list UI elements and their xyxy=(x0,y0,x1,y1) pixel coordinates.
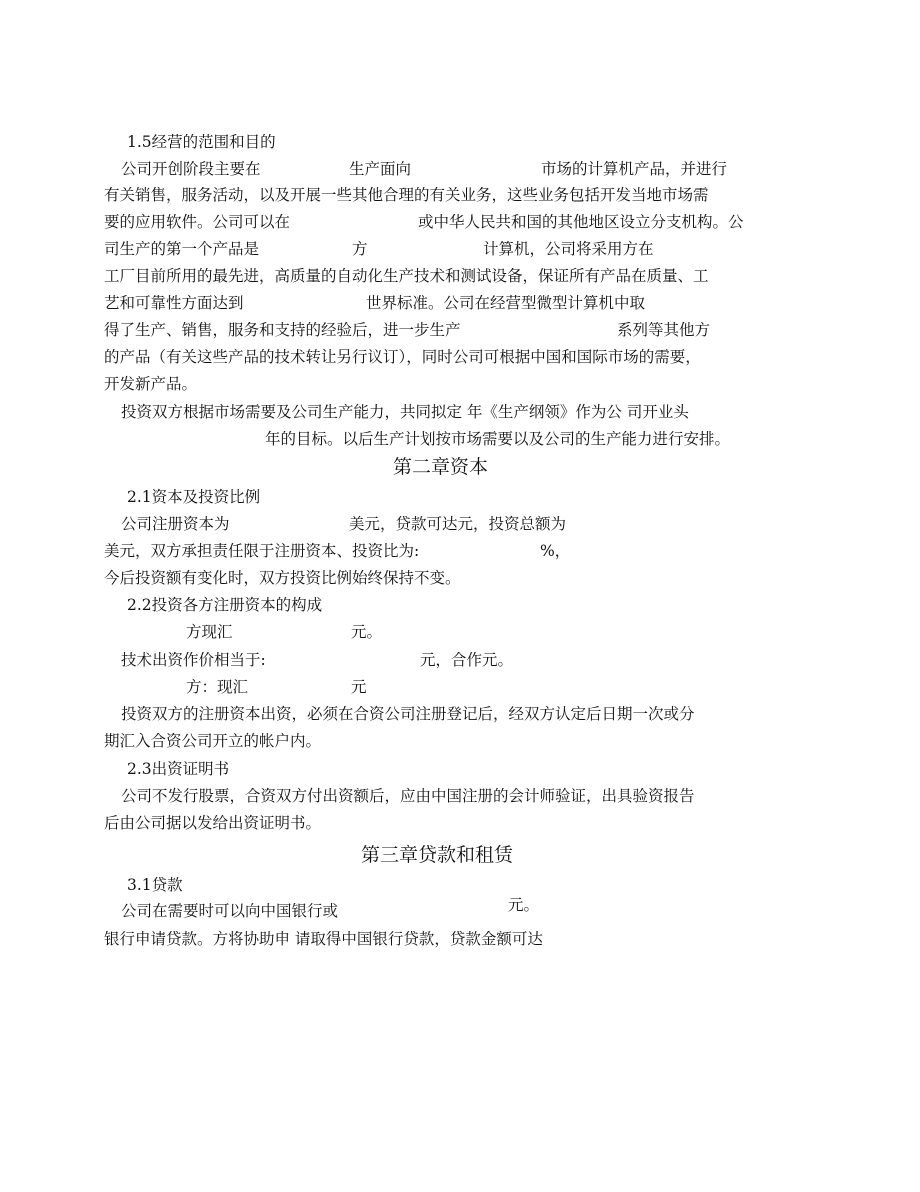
paragraph-text: 工厂目前所用的最先进，高质量的自动化生产技术和测试设备，保证所有产品在质量、工 xyxy=(104,267,709,285)
section-3-1-heading: 3.1贷款 xyxy=(127,876,183,894)
section-2-1-heading: 2.1资本及投资比例 xyxy=(127,488,261,506)
paragraph-text: 方 xyxy=(352,240,368,258)
chapter-3-title: 第三章贷款和租赁 xyxy=(361,844,514,866)
paragraph-text: 银行申请贷款。方将协助申 请取得中国银行贷款，贷款金额可达 xyxy=(104,930,543,948)
paragraph-text: 元。 xyxy=(508,896,540,914)
paragraph-text: 世界标准。公司在经营型微型计算机中取 xyxy=(366,294,646,312)
paragraph-text: 后由公司据以发给出资证明书。 xyxy=(104,814,322,832)
paragraph-text: 年的目标。以后生产计划按市场需要以及公司的生产能力进行安排。 xyxy=(265,430,731,448)
paragraph-text: 有关销售，服务活动，以及开展一些其他合理的有关业务，这些业务包括开发当地市场需 xyxy=(104,186,709,204)
paragraph-text: 系列等其他方 xyxy=(617,321,711,339)
paragraph-text: 方现汇 xyxy=(186,623,233,641)
paragraph-text: 元，合作元。 xyxy=(420,651,514,669)
paragraph-text: 元 xyxy=(351,678,367,696)
paragraph-text: 公司注册资本为 xyxy=(121,515,230,533)
paragraph-text: 投资双方的注册资本出资，必须在合资公司注册登记后，经双方认定后日期一次或分 xyxy=(121,705,695,723)
paragraph-text: 技术出资作价相当于: xyxy=(121,651,266,669)
section-2-2-heading: 2.2投资各方注册资本的构成 xyxy=(127,596,323,614)
paragraph-text: 美元，双方承担责任限于注册资本、投资比为: xyxy=(104,542,420,560)
paragraph-text: 元。 xyxy=(351,623,383,641)
paragraph-text: 开发新产品。 xyxy=(104,375,198,393)
paragraph-text: 艺和可靠性方面达到 xyxy=(104,294,244,312)
paragraph-text: %， xyxy=(540,542,571,560)
paragraph-text: 计算机，公司将采用方在 xyxy=(483,240,654,258)
paragraph-text: 市场的计算机产品，并进行 xyxy=(541,160,728,178)
paragraph-text: 得了生产、销售，服务和支持的经验后，进一步生产 xyxy=(104,321,461,339)
chapter-2-title: 第二章资本 xyxy=(393,456,489,478)
paragraph-text: 期汇入合资公司开立的帐户内。 xyxy=(104,732,322,750)
paragraph-text: 生产面向 xyxy=(349,160,412,178)
section-1-5-heading: 1.5经营的范围和目的 xyxy=(127,133,276,151)
paragraph-text: 的产品（有关这些产品的技术转让另行议订），同时公司可根据中国和国际市场的需要， xyxy=(104,348,701,366)
paragraph-text: 公司不发行股票，合资双方付出资额后，应由中国注册的会计师验证，出具验资报告 xyxy=(121,787,695,805)
paragraph-text: 方：现汇 xyxy=(186,678,249,696)
paragraph-text: 或中华人民共和国的其他地区设立分支机构。公 xyxy=(418,213,744,231)
paragraph-text: 美元，贷款可达元，投资总额为 xyxy=(349,515,567,533)
paragraph-text: 公司开创阶段主要在 xyxy=(121,160,261,178)
paragraph-text: 要的应用软件。公司可以在 xyxy=(104,213,291,231)
paragraph-text: 投资双方根据市场需要及公司生产能力，共同拟定 年《生产纲领》作为公 司开业头 xyxy=(121,403,689,421)
paragraph-text: 司生产的第一个产品是 xyxy=(104,240,260,258)
paragraph-text: 公司在需要时可以向中国银行或 xyxy=(121,902,339,920)
section-2-3-heading: 2.3出资证明书 xyxy=(127,760,230,778)
paragraph-text: 今后投资额有变化时，双方投资比例始终保持不变。 xyxy=(104,569,461,587)
